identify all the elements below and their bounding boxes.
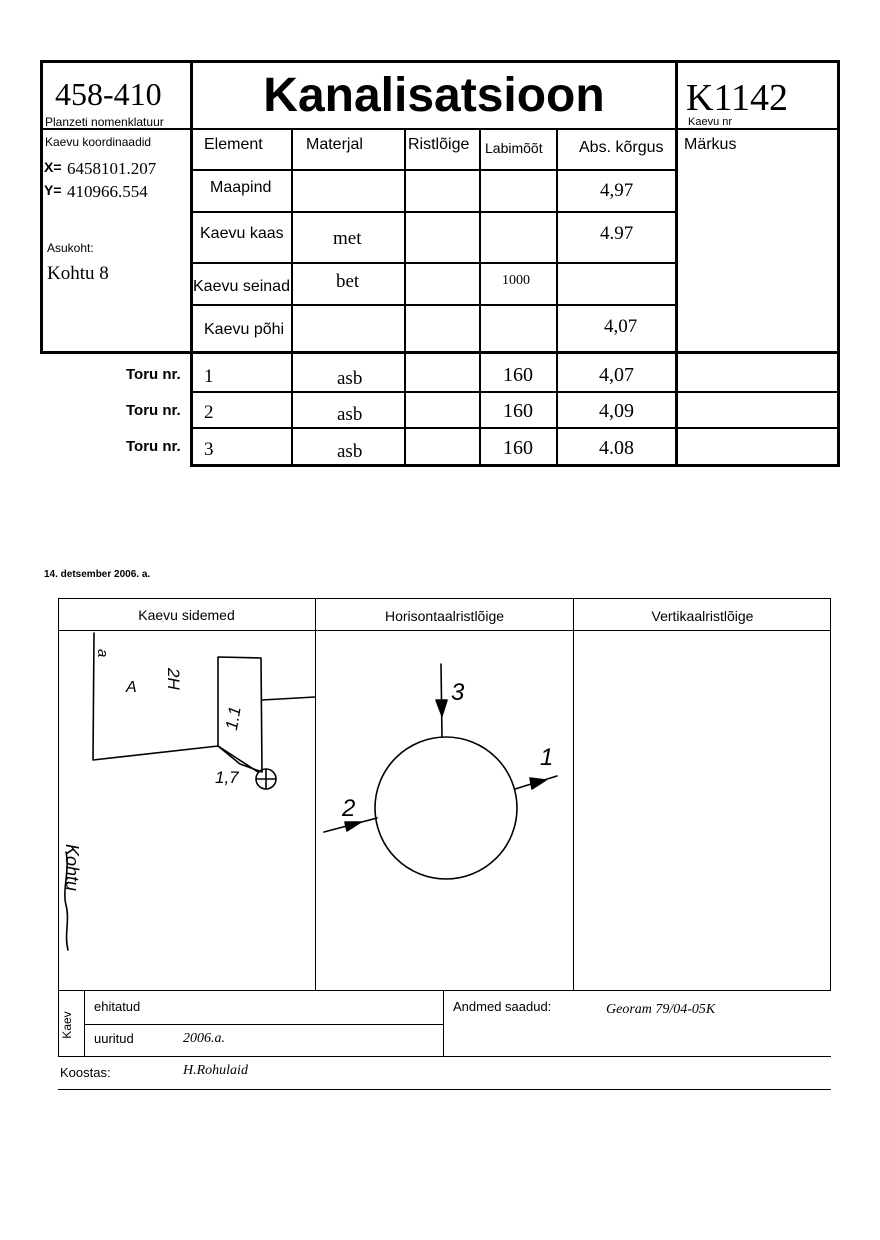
note-pipe-1: 1 [540,744,554,771]
pipe-height: 4.08 [599,437,634,459]
col-abs-height: Abs. kõrgus [579,139,664,156]
kaev-label: Kaev [60,1011,74,1039]
element-height: 4,07 [604,316,638,337]
location-label: Asukoht: [47,241,94,255]
well-symbol-icon [256,769,276,789]
coords-label: Kaevu koordinaadid [45,135,152,149]
table-hline [190,169,678,171]
well-id-label: Kaevu nr [688,116,733,128]
sketch-header-line [58,630,831,631]
document-date: 14. detsember 2006. a. [44,569,151,580]
pipe-2-arrowhead [345,822,361,831]
pipe-height: 4,07 [599,364,634,386]
pipe-3-arrow-line [441,664,442,737]
x-coordinate: 6458101.207 [67,159,157,178]
location-value: Kohtu 8 [47,263,109,284]
well-cross-section-circle [375,737,517,879]
pipe-1-arrow-line [515,776,557,789]
y-label: Y= [44,182,62,198]
table-hline [190,211,678,213]
x-label: X= [44,159,62,175]
pipe-2-arrow-line [324,818,377,832]
sketch-col-vertical: Vertikaalristlõige [651,608,754,624]
pipe-label: Toru nr. [126,402,181,419]
table-border-left [40,60,43,354]
table-vline [556,128,558,467]
y-coordinate: 410966.554 [67,182,148,201]
table-vline [291,128,293,467]
pipe-diameter: 160 [503,400,533,422]
note-pipe-2: 2 [342,795,356,822]
element-diameter: 1000 [502,273,530,288]
sketch-border-top [58,598,831,599]
table-hline [190,391,840,393]
element-name: Maapind [210,179,272,196]
pipe-3-arrowhead [436,700,447,716]
pipe-number: 1 [204,366,214,387]
note-pipe-3: 3 [451,679,465,706]
note-1-7: 1,7 [215,768,239,787]
pipe-number: 2 [204,402,214,423]
table-vline [404,128,406,467]
data-source-label: Andmed saadud: [453,999,552,1014]
table-hline [190,262,678,264]
pipe-1-arrowhead [530,778,546,789]
table-border-bottom [190,464,840,467]
sketch-vline [573,598,574,991]
page-title: Kanalisatsioon [263,69,605,122]
pipe-number: 3 [204,439,214,460]
sketch-col-horizontal: Horisontaalristlõige [384,608,505,624]
pipe-to-right [262,697,315,700]
col-diameter: Labimõõt [485,140,543,156]
pipe-label: Toru nr. [126,438,181,455]
surveyed-label: uuritud [94,1031,134,1046]
pipe-material: asb [337,441,363,462]
col-element: Element [204,136,263,153]
footer-vline [58,990,59,1056]
element-name: Kaevu seinad [193,278,290,295]
building-block [218,657,262,772]
table-border-right [837,60,840,467]
sketch-col-connections: Kaevu sidemed [138,607,235,623]
footer-hline [58,1089,831,1090]
composed-label: Koostas: [60,1065,111,1080]
note-2h: 2H [164,668,183,690]
pipe-material: asb [337,404,363,425]
footer-hline [84,1024,443,1025]
street-scribble [65,852,68,950]
note-a: a [94,649,111,658]
pipe-to-well [218,746,258,772]
table-hline [190,427,840,429]
note-kohtu: Kohtu [62,844,82,892]
element-material: met [333,228,362,249]
table-hline [190,304,678,306]
pipe-diameter: 160 [503,437,533,459]
pipe-label: Toru nr. [126,366,181,383]
footer-vline [84,990,85,1056]
col-remarks: Märkus [684,136,737,153]
col-material: Materjal [306,136,363,153]
nomenclature-label: Planzeti nomenklatuur [45,115,164,129]
surveyed-value: 2006.a. [183,1031,225,1046]
element-height: 4,97 [600,180,634,201]
element-material: bet [336,271,360,292]
table-border-top [40,60,840,63]
pipe-material: asb [337,368,363,389]
element-name: Kaevu põhi [204,321,285,338]
building-outline [93,633,218,760]
nomenclature-value: 458-410 [55,76,162,112]
composed-value: H.Rohulaid [183,1063,248,1078]
footer-hline [58,1056,831,1057]
built-label: ehitatud [94,999,141,1014]
element-height: 4.97 [600,223,634,244]
footer-vline [443,990,444,1056]
data-source-value: Georam 79/04-05K [606,1002,716,1017]
sketch-border-right [830,598,831,991]
table-vline [479,128,481,467]
col-cross-section: Ristlõige [408,136,470,153]
note-1-1: 1.1 [221,704,245,732]
sketch-border-bottom [58,990,831,991]
well-id: K1142 [686,77,789,119]
table-divider-pipes [40,351,840,354]
pipe-diameter: 160 [503,364,533,386]
element-name: Kaevu kaas [200,225,284,242]
pipe-height: 4,09 [599,400,634,422]
sketch-vline [315,598,316,991]
note-A: A [126,679,137,696]
sketch-border-left [58,598,59,991]
